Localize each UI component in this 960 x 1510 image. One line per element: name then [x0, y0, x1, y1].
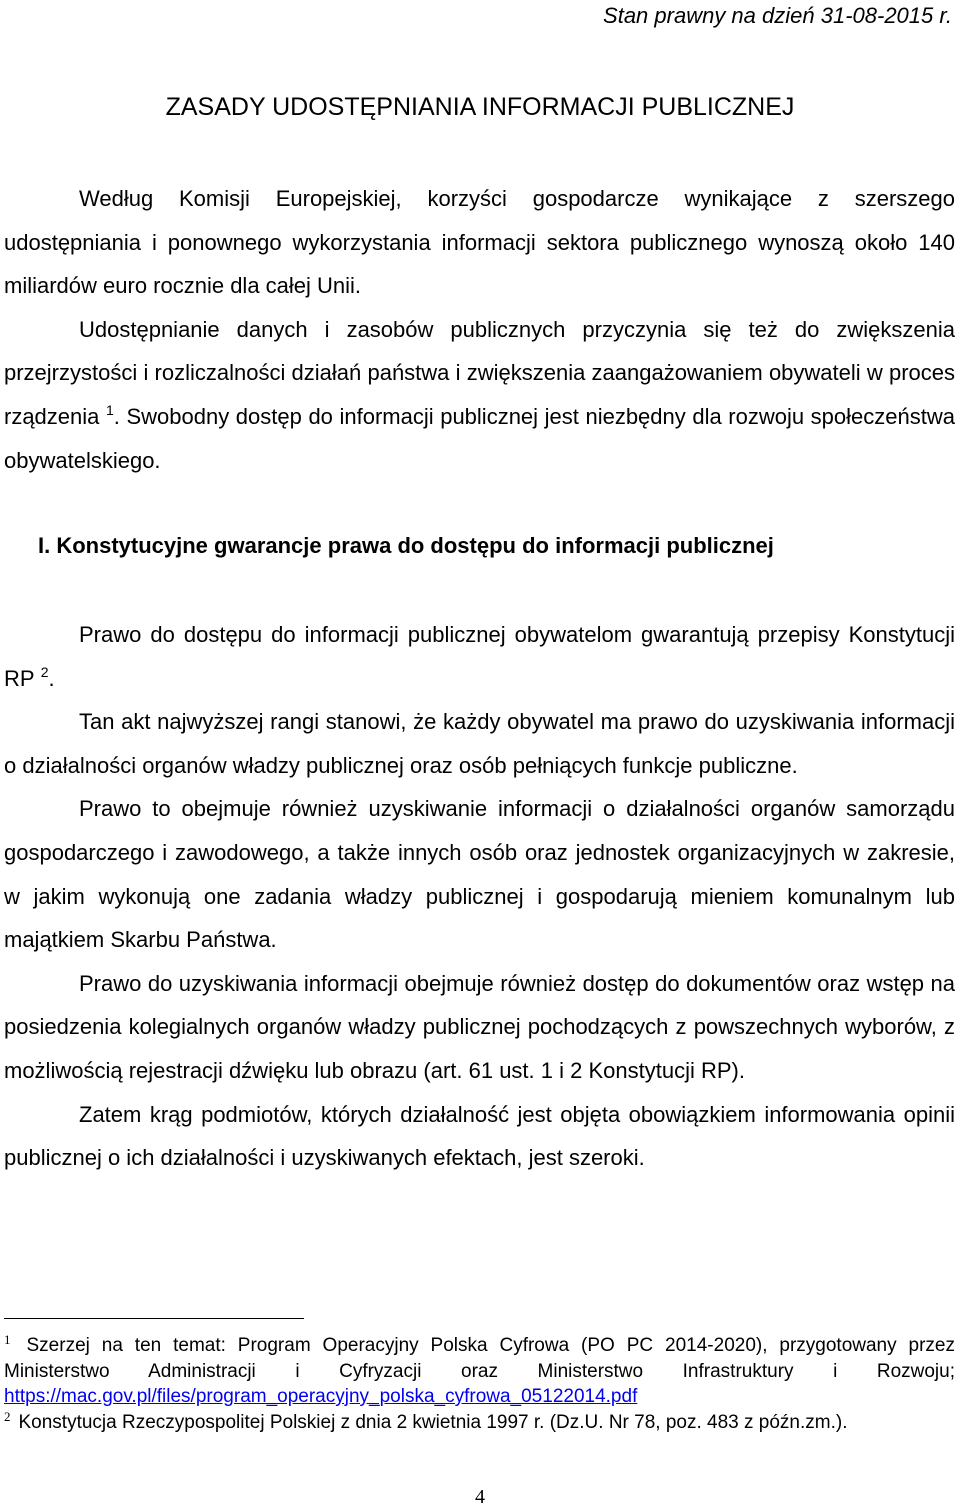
footnote-1-mark: 1 — [4, 1332, 11, 1347]
page-number: 4 — [475, 1486, 485, 1508]
section-1-body — [4, 613, 955, 1180]
intro-paragraph-2-text-b: . Swobodny dostęp do informacji publicznej jest niezbędny dla rozwoju społeczeństwa obywatelskiego. — [4, 403, 955, 473]
section-1-paragraph-1-text-a: Prawo do dostępu do informacji publicznej obywatelom gwarantują przepisy Konstytucji RP — [4, 622, 955, 691]
document-title: ZASADY UDOSTĘPNIANIA INFORMACJI PUBLICZNEJ — [165, 93, 795, 121]
legal-status-date: Stan prawny na dzień 31-08-2015 r. — [603, 3, 952, 28]
footnote-2-text: Konstytucja Rzeczypospolitej Polskiej z dnia 2 kwietnia 1997 r. (Dz.U. Nr 78, poz. 483 z późn.zm.). — [18, 1411, 848, 1433]
intro-paragraph-2-text-a: Udostępnianie danych i zasobów publicznych przyczynia się też do zwiększenia przejrzystości i rozliczalności działań państwa i zwiększenia zaangażowaniem obywateli w proces rządzenia — [4, 316, 955, 429]
footnote-2 — [4, 1410, 955, 1436]
footnote-ref-1[interactable]: 1 — [105, 401, 114, 418]
section-1-paragraph-1-text-b: . — [48, 665, 55, 691]
section-1-heading: I. Konstytucyjne gwarancje prawa do dostępu do informacji publicznej — [38, 533, 774, 558]
footnote-ref-2[interactable]: 2 — [40, 663, 49, 680]
section-1-paragraph-2: Tan akt najwyższej rangi stanowi, że każdy obywatel ma prawo do uzyskiwania informacji o działalności organów władzy publicznej oraz osób pełniących funkcje publiczne. — [4, 709, 955, 778]
section-1-paragraph-1 — [4, 613, 955, 700]
footnote-1 — [4, 1333, 955, 1410]
section-1-paragraph-5: Zatem krąg podmiotów, których działalność jest objęta obowiązkiem informowania opinii publicznej o ich działalności i uzyskiwanych efektach, jest szeroki. — [4, 1101, 955, 1171]
footnote-1-link[interactable]: https://mac.gov.pl/files/program_operacyjny_polska_cyfrowa_05122014.pdf — [4, 1386, 638, 1407]
intro-section — [4, 177, 955, 482]
footnote-separator — [4, 1318, 304, 1319]
intro-paragraph-1: Według Komisji Europejskiej, korzyści gospodarcze wynikające z szerszego udostępniania i ponownego wykorzystania informacji sektora publicznego wynoszą około 140 miliardów euro rocznie dla całej Unii. — [4, 186, 955, 299]
section-1-paragraph-4: Prawo do uzyskiwania informacji obejmuje również dostęp do dokumentów oraz wstęp na posiedzenia kolegialnych organów władzy publicznej pochodzących z powszechnych wyborów, z możliwością rejestracji dźwięku lub obrazu (art. 61 ust. 1 i 2 Konstytucji RP). — [4, 970, 955, 1083]
section-1-paragraph-3: Prawo to obejmuje również uzyskiwanie informacji o działalności organów samorządu gospodarczego i zawodowego, a także innych osób oraz jednostek organizacyjnych w zakresie, w jakim wykonują one zadania władzy publicznej i gospodarują mieniem komunalnym lub majątkiem Skarbu Państwa. — [4, 796, 955, 953]
footnote-2-mark: 2 — [4, 1408, 11, 1424]
intro-paragraph-2 — [4, 308, 955, 482]
footnote-1-text: Szerzej na ten temat: Program Operacyjny Polska Cyfrowa (PO PC 2014-2020), przygotowany przez Ministerstwo Administracji i Cyfryzacji oraz Ministerstwo Infrastruktury i Rozwoju; — [4, 1335, 955, 1382]
footnotes — [4, 1333, 955, 1435]
